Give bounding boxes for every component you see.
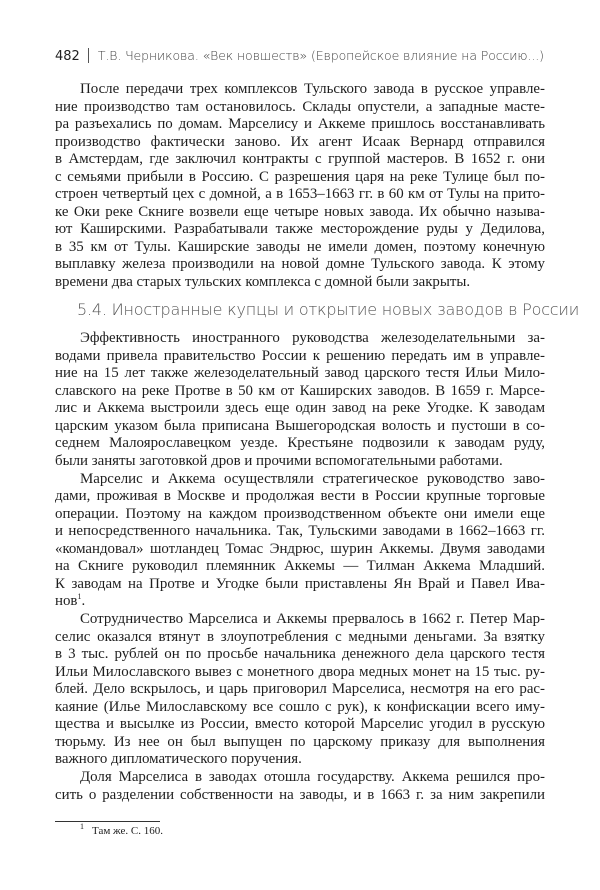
text-line-content: в 3 тыс. рублей он по просьбе начальника денежного дела царского тестя	[55, 646, 545, 662]
text-line	[55, 452, 545, 470]
text-line-content: времени два старых тульских комплекса с домной были закрыты.	[55, 273, 471, 290]
text-line	[80, 768, 545, 786]
text-line	[55, 399, 545, 417]
header-divider	[88, 48, 89, 63]
text-line-content: в 35 км от Тулы. Каширские заводы не имели домен, поэтому конечную	[55, 238, 545, 255]
text-line	[55, 347, 545, 365]
text-line-content: с семьями прибыли в Россию. С разрешения царя на реке Тулице был по-	[55, 168, 545, 185]
text-line-content: селис оказался втянут в злоупотребления с медными деньгами. За взятку	[55, 628, 545, 645]
text-line	[55, 185, 545, 203]
text-line-content: операции. Поэтому на каждом производственном объекте они имели еще	[55, 505, 545, 522]
text-line	[55, 417, 545, 435]
text-line-content: Марселис и Аккема осуществляли стратегическое руководство заво-	[80, 470, 545, 487]
text-line-content: дами, проживая в Москве и продолжая вести в России крупные торговые	[55, 488, 545, 504]
text-line: нов$^1$.	[55, 592, 86, 609]
text-line	[55, 663, 545, 681]
text-line	[55, 698, 545, 716]
text-line-content: После передачи трех комплексов Тульского завода в русское управле-	[80, 81, 545, 97]
footnote-text: Там же. С. 160.	[92, 825, 163, 837]
text-line-content: ние на 15 лет также железоделательный завод царского тестя Ильи Мило-	[55, 365, 545, 381]
text-line	[55, 487, 545, 505]
footnote	[80, 822, 163, 837]
text-line	[55, 505, 545, 523]
text-line	[55, 540, 545, 558]
text-line	[80, 610, 545, 628]
text-line-content: нов	[55, 593, 78, 609]
text-line-content: ра разъехались по домам. Марселису и Аккеме пришлось восстанавливать	[55, 116, 545, 132]
text-line-content: Доля Марселиса в заводах отошла государству. Аккема решился про-	[80, 769, 545, 785]
text-line-content: «командовал» шотландец Томас Эндрюс, шурин Аккемы. Двумя заводами	[55, 540, 545, 557]
text-line-content: ке Оки реке Скниге возвели еще четыре новых завода. Их обычно называ-	[55, 203, 545, 220]
text-line-content: в Амстердам, где заключил контракты с группой мастеров. В 1652 г. они	[55, 151, 545, 167]
text-line-content: важного дипломатического поручения.	[55, 751, 302, 767]
text-line-content: тюрьму. Из нее он был выпущен по царскому приказу для выполнения	[55, 733, 545, 750]
text-line	[55, 115, 545, 133]
text-line	[55, 645, 545, 663]
text-line	[55, 168, 545, 186]
text-line-content: выплавку железа производили на новой домне Тульского завода. К этому	[55, 256, 545, 272]
text-line-content: седнем Малоярославецком уезде. Крестьяне подвозили к заводам руду,	[55, 435, 545, 451]
running-head	[55, 48, 544, 64]
text-line	[55, 255, 545, 273]
text-line-content: производство фактически заново. Их агент Исаак Вернард отправился	[55, 133, 545, 150]
text-line	[55, 680, 545, 698]
text-line	[55, 575, 545, 593]
text-line-content: ние производство там остановилось. Склады опустели, а западные масте-	[55, 98, 545, 115]
text-line	[55, 238, 545, 256]
text-line	[55, 434, 545, 452]
text-line-content: ют Каширскими. Разрабатывали также месторождение руды у Дедилова,	[55, 221, 545, 237]
text-line-content: на Скниге руководил племянник Аккемы — Тилман Аккема Младший.	[55, 558, 545, 574]
text-line	[80, 329, 545, 347]
text-line	[55, 733, 545, 751]
text-line	[55, 522, 545, 540]
page-number: 482	[55, 49, 80, 64]
text-line	[55, 382, 545, 400]
text-line-content: лис и Аккема выстроили здесь еще один завод на реке Угодке. К заводам	[55, 400, 545, 416]
text-line	[55, 364, 545, 382]
text-line	[80, 470, 545, 488]
text-line-content: К заводам на Протве и Угодке были приставлены Ян Врай и Павел Ива-	[55, 575, 545, 592]
text-line	[55, 557, 545, 575]
section-heading: 5.4. Иностранные купцы и открытие новых заводов в России	[77, 300, 580, 319]
text-line	[55, 98, 545, 116]
text-line	[55, 273, 545, 291]
text-line-content: строен четвертый цех с домной, а в 1653–1663 гг. в 60 км от Тулы на прито-	[55, 186, 545, 202]
text-line	[80, 80, 545, 98]
text-line	[55, 133, 545, 151]
text-line-content: Сотрудничество Марселиса и Аккемы прервалось в 1662 г. Петер Мар-	[80, 611, 545, 627]
running-title: Т.В. Черникова. «Век новшеств» (Европейское влияние на Россию...)	[97, 48, 544, 63]
text-line-content: были заняты заготовкой дров и прочими вспомогательными работами.	[55, 452, 503, 469]
text-line-content: щества и высылке из России, вместо которой Марселис угодил в русскую	[55, 716, 545, 732]
text-line	[55, 203, 545, 221]
footnote-mark: 1	[80, 822, 84, 832]
text-line	[55, 628, 545, 646]
text-line-content: Ильи Милославского вывез с монетного двора медных монет на 15 тыс. ру-	[55, 663, 545, 680]
text-line	[55, 150, 545, 168]
text-line	[55, 220, 545, 238]
footnote-rule	[55, 821, 160, 822]
text-line	[55, 786, 545, 804]
text-line-content: водами привела правительство России к решению передать им в управле-	[55, 347, 545, 364]
text-line-content: каяние (Илье Милославскому все сошло с рук), к конфискации всего иму-	[55, 698, 545, 715]
text-line-content: царским указом была приписана Вышегородская волость и пустоши в со-	[55, 417, 545, 434]
text-line	[55, 715, 545, 733]
text-line	[55, 750, 545, 768]
text-line-content: Эффективность иностранного руководства железоделательными за-	[80, 330, 545, 346]
text-line-content: сить о разделении собственности на заводы, и в 1663 г. за ним закрепили	[55, 786, 545, 803]
text-line-content: блей. Дело вскрылось, и царь приговорил Марселиса, несмотря на его рас-	[55, 681, 545, 697]
text-line-content: славского на реке Протве в 50 км от Каширских заводов. В 1659 г. Марсе-	[55, 382, 545, 399]
footnote-reference[interactable]: 1	[77, 592, 82, 602]
text-line-content: и непосредственного начальника. Так, Тульскими заводами в 1662–1663 гг.	[55, 523, 545, 539]
